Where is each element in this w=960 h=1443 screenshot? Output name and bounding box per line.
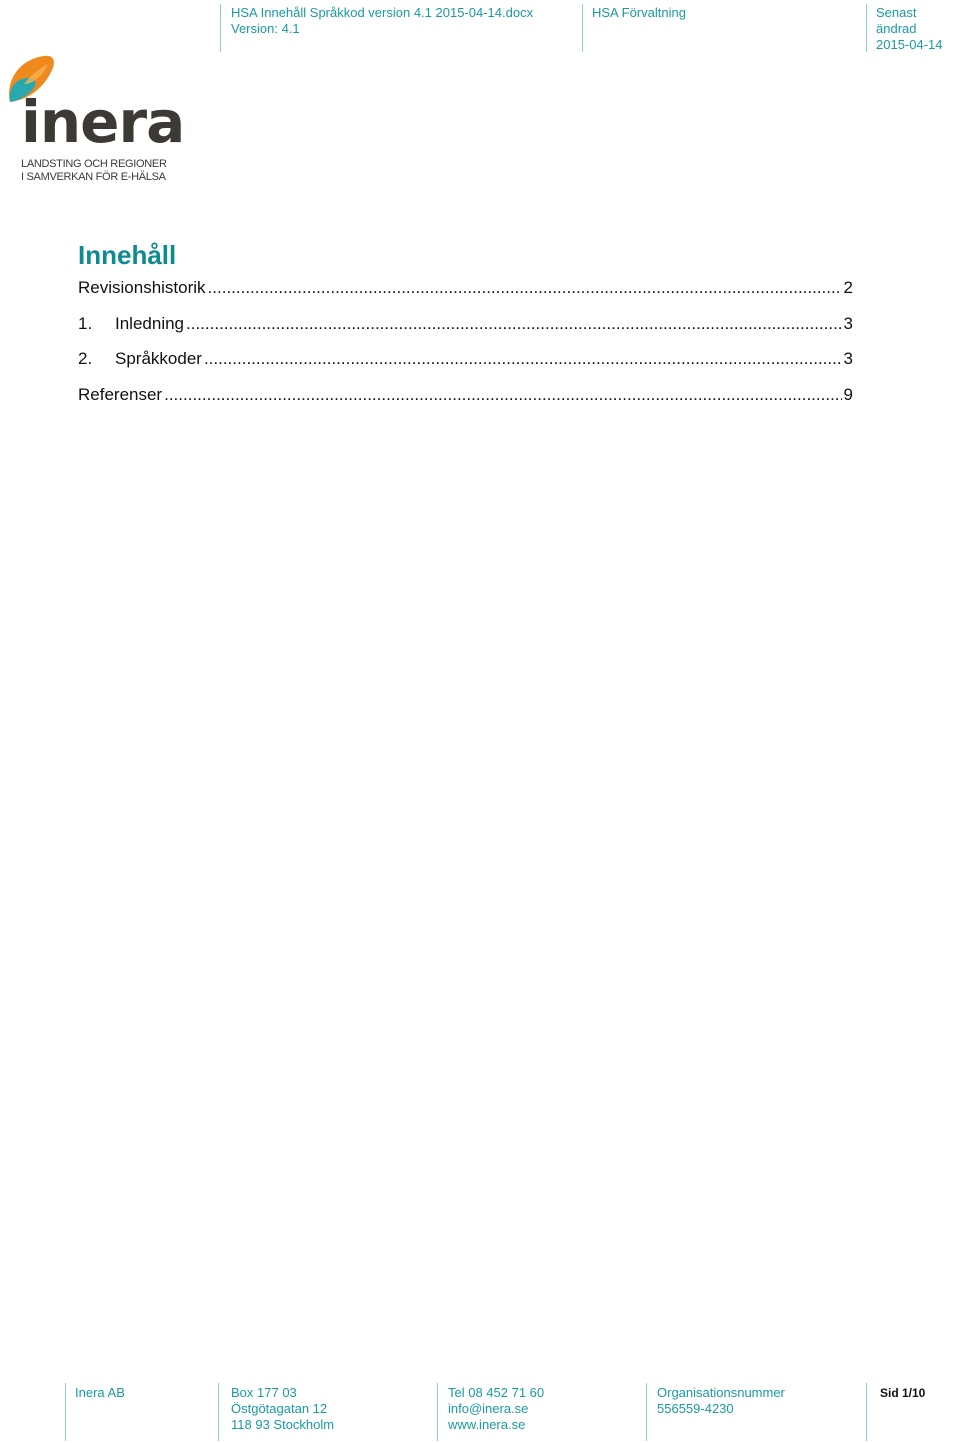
footer-phone: Tel 08 452 71 60 xyxy=(448,1385,545,1400)
toc-entry-number: 2. xyxy=(78,349,93,368)
toc-entry-page: 9 xyxy=(843,385,853,404)
logo-tagline-1: LANDSTING OCH REGIONER xyxy=(21,158,167,170)
toc-entry-page: 2 xyxy=(843,278,853,297)
header-modified-label: Senast ändrad xyxy=(876,5,917,36)
footer-contact xyxy=(448,1385,544,1433)
footer-org-name: Inera AB xyxy=(75,1385,125,1400)
footer-website-link[interactable]: www.inera.se xyxy=(448,1417,526,1432)
header-divider xyxy=(220,4,221,52)
toc-entry-number: 1. xyxy=(78,314,93,333)
toc-leader-dots xyxy=(208,278,842,298)
footer-divider xyxy=(437,1383,438,1441)
header-document-info xyxy=(231,5,533,37)
toc-entry-label: Språkkoder xyxy=(115,349,202,368)
footer-divider xyxy=(646,1383,647,1441)
footer-email-link[interactable]: info@inera.se xyxy=(448,1401,529,1416)
footer-address-line: 118 93 Stockholm xyxy=(231,1417,335,1432)
footer-orgnr-value: 556559-4230 xyxy=(657,1401,734,1416)
footer-address-line: Östgötagatan 12 xyxy=(231,1401,328,1416)
toc-entry-page: 3 xyxy=(843,314,853,333)
toc-entry-page: 3 xyxy=(843,349,853,368)
footer-divider xyxy=(65,1383,66,1441)
logo-tagline-2: I SAMVERKAN FÖR E-HÄLSA xyxy=(21,171,166,183)
toc-entry-inledning[interactable] xyxy=(78,314,853,334)
toc-leader-dots xyxy=(186,314,842,334)
inera-logo xyxy=(4,54,185,186)
toc-entry-referenser[interactable] xyxy=(78,385,853,405)
footer-org-number xyxy=(657,1385,785,1417)
footer-divider xyxy=(866,1383,867,1441)
footer-divider xyxy=(218,1383,219,1441)
footer-page-number: Sid 1/10 xyxy=(880,1386,926,1400)
header-modified-date: 2015-04-14 xyxy=(876,37,943,52)
footer-address-line: Box 177 03 xyxy=(231,1385,297,1400)
header-divider xyxy=(866,4,867,52)
footer-organization xyxy=(75,1385,125,1401)
header-version: Version: 4.1 xyxy=(231,21,300,36)
toc-entry-label: Inledning xyxy=(115,314,185,333)
header-divider xyxy=(582,4,583,52)
header-department-name: HSA Förvaltning xyxy=(592,5,686,20)
header-doc-name: HSA Innehåll Språkkod version 4.1 2015-04-14.docx xyxy=(231,5,534,20)
toc-title: Innehåll xyxy=(78,240,177,270)
header-modified xyxy=(876,5,960,53)
toc-entry-label: Revisionshistorik xyxy=(78,278,206,297)
toc-leader-dots xyxy=(164,385,841,405)
toc-entry-sprakkoder[interactable] xyxy=(78,349,853,369)
toc-leader-dots xyxy=(204,349,842,369)
toc-entry-label: Referenser xyxy=(78,385,163,404)
toc-entry-revisionshistorik[interactable] xyxy=(78,278,853,298)
footer-address xyxy=(231,1385,334,1433)
header-department xyxy=(592,5,686,21)
footer-orgnr-label: Organisationsnummer xyxy=(657,1385,785,1400)
logo-wordmark: inera xyxy=(21,88,185,156)
